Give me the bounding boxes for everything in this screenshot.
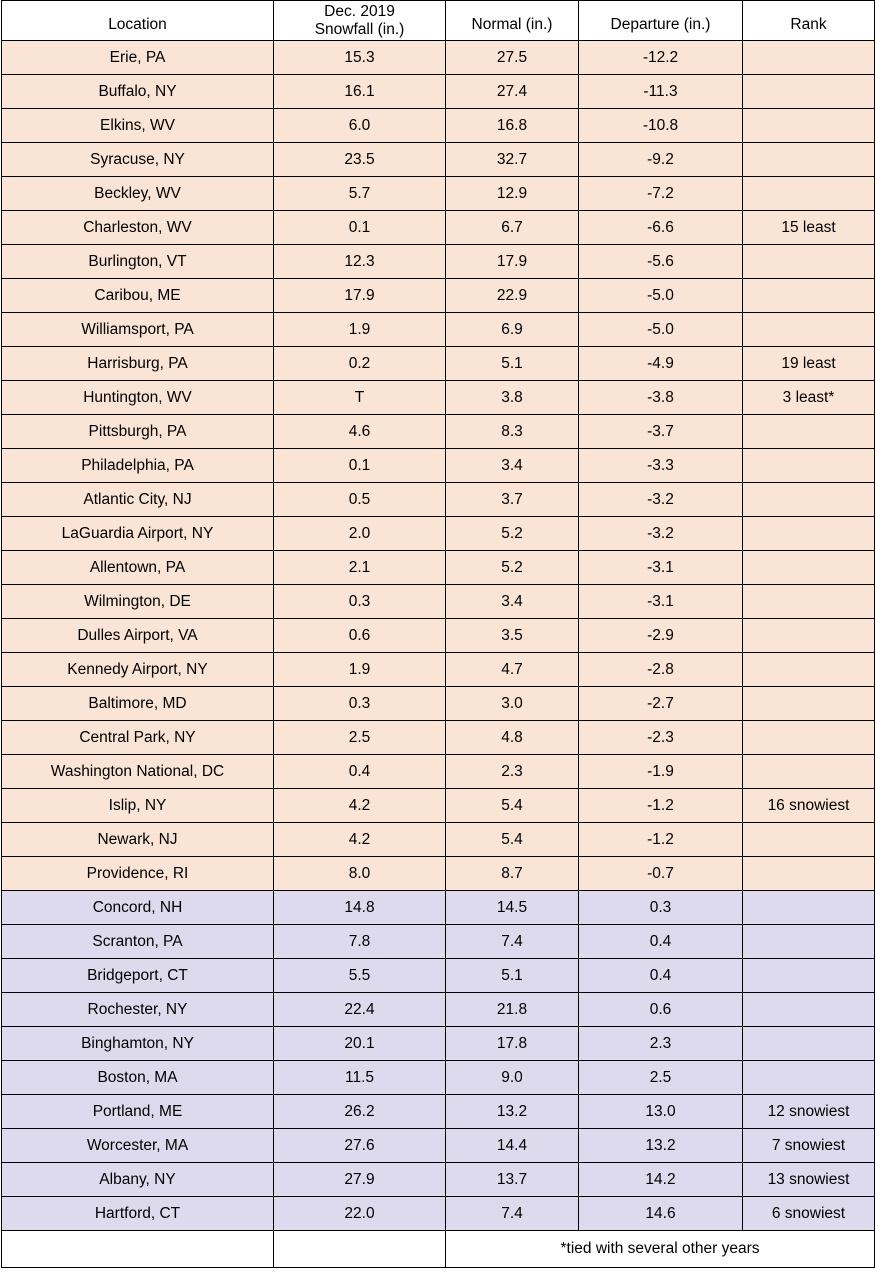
cell-location: Bridgeport, CT	[2, 959, 274, 993]
column-header-snowfall-line1: Dec. 2019	[324, 2, 395, 20]
cell-rank: 19 least	[743, 347, 875, 381]
cell-location: Wilmington, DE	[2, 585, 274, 619]
cell-location: Rochester, NY	[2, 993, 274, 1027]
cell-departure: -5.6	[579, 245, 743, 279]
table-row	[2, 1163, 875, 1197]
cell-location: Syracuse, NY	[2, 143, 274, 177]
cell-snowfall: 0.1	[274, 211, 446, 245]
cell-snowfall: 1.9	[274, 653, 446, 687]
table-row	[2, 279, 875, 313]
cell-rank	[743, 721, 875, 755]
cell-location: Allentown, PA	[2, 551, 274, 585]
cell-normal: 6.7	[446, 211, 579, 245]
cell-snowfall: 0.3	[274, 687, 446, 721]
table-row	[2, 143, 875, 177]
cell-normal: 16.8	[446, 109, 579, 143]
cell-normal: 3.4	[446, 449, 579, 483]
column-header-rank	[743, 1, 875, 41]
cell-departure: -4.9	[579, 347, 743, 381]
cell-location: Beckley, WV	[2, 177, 274, 211]
cell-rank	[743, 585, 875, 619]
cell-snowfall: 16.1	[274, 75, 446, 109]
cell-normal: 5.1	[446, 347, 579, 381]
cell-location: Philadelphia, PA	[2, 449, 274, 483]
cell-normal: 13.2	[446, 1095, 579, 1129]
cell-normal: 8.7	[446, 857, 579, 891]
cell-location: Erie, PA	[2, 41, 274, 75]
cell-location: Albany, NY	[2, 1163, 274, 1197]
table-row	[2, 653, 875, 687]
table-row	[2, 415, 875, 449]
cell-departure: -3.1	[579, 585, 743, 619]
cell-rank	[743, 75, 875, 109]
column-header-normal-label: Normal (in.)	[471, 16, 553, 34]
table-row	[2, 347, 875, 381]
cell-departure: -10.8	[579, 109, 743, 143]
cell-departure: -9.2	[579, 143, 743, 177]
cell-snowfall: 5.7	[274, 177, 446, 211]
cell-location: Huntington, WV	[2, 381, 274, 415]
table-row	[2, 109, 875, 143]
cell-normal: 17.9	[446, 245, 579, 279]
cell-location: Scranton, PA	[2, 925, 274, 959]
cell-rank	[743, 41, 875, 75]
table-row	[2, 551, 875, 585]
cell-rank	[743, 823, 875, 857]
cell-snowfall: T	[274, 381, 446, 415]
cell-departure: -1.9	[579, 755, 743, 789]
table-row	[2, 1061, 875, 1095]
cell-departure: -7.2	[579, 177, 743, 211]
cell-normal: 27.4	[446, 75, 579, 109]
cell-normal: 12.9	[446, 177, 579, 211]
cell-normal: 5.2	[446, 517, 579, 551]
cell-location: LaGuardia Airport, NY	[2, 517, 274, 551]
cell-snowfall: 17.9	[274, 279, 446, 313]
cell-location: Boston, MA	[2, 1061, 274, 1095]
cell-location: Hartford, CT	[2, 1197, 274, 1231]
snowfall-table	[1, 0, 875, 1268]
cell-snowfall: 4.2	[274, 823, 446, 857]
cell-location: Concord, NH	[2, 891, 274, 925]
cell-snowfall: 2.5	[274, 721, 446, 755]
cell-departure: -6.6	[579, 211, 743, 245]
cell-rank	[743, 1027, 875, 1061]
cell-location: Newark, NJ	[2, 823, 274, 857]
cell-rank	[743, 925, 875, 959]
cell-normal: 7.4	[446, 925, 579, 959]
cell-rank	[743, 109, 875, 143]
cell-departure: 0.3	[579, 891, 743, 925]
column-header-departure-label: Departure (in.)	[610, 16, 711, 34]
cell-location: Atlantic City, NJ	[2, 483, 274, 517]
table-row	[2, 1197, 875, 1231]
table-row	[2, 619, 875, 653]
table-row	[2, 891, 875, 925]
cell-rank: 6 snowiest	[743, 1197, 875, 1231]
cell-snowfall: 15.3	[274, 41, 446, 75]
cell-departure: -11.3	[579, 75, 743, 109]
table-footnote: *tied with several other years	[446, 1231, 875, 1268]
cell-departure: -5.0	[579, 279, 743, 313]
cell-snowfall: 8.0	[274, 857, 446, 891]
cell-snowfall: 0.5	[274, 483, 446, 517]
cell-normal: 8.3	[446, 415, 579, 449]
cell-location: Buffalo, NY	[2, 75, 274, 109]
column-header-location-label: Location	[108, 16, 167, 34]
cell-rank	[743, 449, 875, 483]
cell-rank: 3 least*	[743, 381, 875, 415]
cell-rank	[743, 313, 875, 347]
cell-normal: 5.1	[446, 959, 579, 993]
cell-rank	[743, 619, 875, 653]
cell-snowfall: 2.0	[274, 517, 446, 551]
cell-rank	[743, 687, 875, 721]
cell-snowfall: 5.5	[274, 959, 446, 993]
cell-rank	[743, 891, 875, 925]
cell-normal: 32.7	[446, 143, 579, 177]
cell-normal: 21.8	[446, 993, 579, 1027]
cell-location: Williamsport, PA	[2, 313, 274, 347]
cell-departure: 14.2	[579, 1163, 743, 1197]
cell-departure: 0.4	[579, 959, 743, 993]
cell-rank	[743, 279, 875, 313]
table-row	[2, 245, 875, 279]
cell-normal: 2.3	[446, 755, 579, 789]
cell-rank	[743, 959, 875, 993]
cell-snowfall: 0.3	[274, 585, 446, 619]
table-row	[2, 517, 875, 551]
cell-location: Worcester, MA	[2, 1129, 274, 1163]
cell-normal: 27.5	[446, 41, 579, 75]
cell-location: Harrisburg, PA	[2, 347, 274, 381]
cell-normal: 4.8	[446, 721, 579, 755]
cell-rank: 15 least	[743, 211, 875, 245]
cell-normal: 17.8	[446, 1027, 579, 1061]
table-row	[2, 41, 875, 75]
cell-departure: 0.6	[579, 993, 743, 1027]
table-row	[2, 1129, 875, 1163]
cell-snowfall: 12.3	[274, 245, 446, 279]
table-row	[2, 1095, 875, 1129]
cell-snowfall: 22.0	[274, 1197, 446, 1231]
table-row	[2, 687, 875, 721]
cell-location: Caribou, ME	[2, 279, 274, 313]
footer-blank-snowfall	[274, 1231, 446, 1268]
cell-snowfall: 4.2	[274, 789, 446, 823]
footer-row	[2, 1231, 875, 1268]
cell-location: Binghamton, NY	[2, 1027, 274, 1061]
table-row	[2, 211, 875, 245]
table-row	[2, 925, 875, 959]
footer-blank-location	[2, 1231, 274, 1268]
cell-normal: 3.7	[446, 483, 579, 517]
cell-location: Pittsburgh, PA	[2, 415, 274, 449]
cell-departure: -2.3	[579, 721, 743, 755]
cell-departure: -3.3	[579, 449, 743, 483]
cell-departure: 14.6	[579, 1197, 743, 1231]
column-header-snowfall-line2: Snowfall (in.)	[314, 20, 405, 38]
cell-rank	[743, 143, 875, 177]
table-row	[2, 857, 875, 891]
cell-location: Elkins, WV	[2, 109, 274, 143]
table-row	[2, 381, 875, 415]
cell-departure: 2.5	[579, 1061, 743, 1095]
cell-departure: -3.2	[579, 483, 743, 517]
cell-normal: 3.5	[446, 619, 579, 653]
cell-normal: 13.7	[446, 1163, 579, 1197]
cell-rank: 7 snowiest	[743, 1129, 875, 1163]
table-row	[2, 755, 875, 789]
table-row	[2, 823, 875, 857]
cell-snowfall: 23.5	[274, 143, 446, 177]
cell-rank	[743, 517, 875, 551]
cell-location: Central Park, NY	[2, 721, 274, 755]
table-row	[2, 1027, 875, 1061]
cell-departure: 0.4	[579, 925, 743, 959]
cell-snowfall: 0.1	[274, 449, 446, 483]
cell-rank	[743, 653, 875, 687]
cell-departure: 2.3	[579, 1027, 743, 1061]
cell-normal: 22.9	[446, 279, 579, 313]
cell-snowfall: 0.2	[274, 347, 446, 381]
table-row	[2, 483, 875, 517]
table-footer	[2, 1231, 875, 1268]
table-body	[2, 41, 875, 1231]
cell-departure: -2.9	[579, 619, 743, 653]
column-header-departure	[579, 1, 743, 41]
cell-location: Dulles Airport, VA	[2, 619, 274, 653]
cell-rank	[743, 245, 875, 279]
cell-location: Charleston, WV	[2, 211, 274, 245]
cell-normal: 9.0	[446, 1061, 579, 1095]
table-row	[2, 177, 875, 211]
cell-departure: -2.8	[579, 653, 743, 687]
cell-normal: 3.8	[446, 381, 579, 415]
table-row	[2, 959, 875, 993]
cell-snowfall: 7.8	[274, 925, 446, 959]
cell-snowfall: 26.2	[274, 1095, 446, 1129]
cell-snowfall: 14.8	[274, 891, 446, 925]
cell-rank	[743, 1061, 875, 1095]
cell-location: Providence, RI	[2, 857, 274, 891]
cell-snowfall: 2.1	[274, 551, 446, 585]
cell-rank	[743, 177, 875, 211]
cell-rank	[743, 993, 875, 1027]
cell-departure: 13.0	[579, 1095, 743, 1129]
table-row	[2, 75, 875, 109]
cell-departure: -12.2	[579, 41, 743, 75]
cell-location: Islip, NY	[2, 789, 274, 823]
cell-rank	[743, 857, 875, 891]
cell-normal: 3.0	[446, 687, 579, 721]
table-row	[2, 721, 875, 755]
cell-departure: -0.7	[579, 857, 743, 891]
cell-departure: 13.2	[579, 1129, 743, 1163]
cell-normal: 5.2	[446, 551, 579, 585]
table-row	[2, 789, 875, 823]
table-row	[2, 585, 875, 619]
table-row	[2, 993, 875, 1027]
cell-rank	[743, 551, 875, 585]
column-header-rank-label: Rank	[790, 16, 827, 34]
cell-snowfall: 11.5	[274, 1061, 446, 1095]
cell-snowfall: 20.1	[274, 1027, 446, 1061]
cell-departure: -3.7	[579, 415, 743, 449]
cell-departure: -5.0	[579, 313, 743, 347]
column-header-normal	[446, 1, 579, 41]
cell-normal: 6.9	[446, 313, 579, 347]
cell-normal: 5.4	[446, 823, 579, 857]
cell-location: Kennedy Airport, NY	[2, 653, 274, 687]
cell-normal: 14.5	[446, 891, 579, 925]
cell-snowfall: 0.6	[274, 619, 446, 653]
cell-rank: 16 snowiest	[743, 789, 875, 823]
cell-rank: 12 snowiest	[743, 1095, 875, 1129]
cell-normal: 5.4	[446, 789, 579, 823]
cell-location: Burlington, VT	[2, 245, 274, 279]
cell-snowfall: 27.6	[274, 1129, 446, 1163]
cell-normal: 14.4	[446, 1129, 579, 1163]
cell-departure: -2.7	[579, 687, 743, 721]
cell-departure: -3.8	[579, 381, 743, 415]
cell-normal: 4.7	[446, 653, 579, 687]
cell-location: Baltimore, MD	[2, 687, 274, 721]
cell-departure: -3.1	[579, 551, 743, 585]
column-header-snowfall	[274, 1, 446, 41]
cell-snowfall: 22.4	[274, 993, 446, 1027]
cell-normal: 3.4	[446, 585, 579, 619]
cell-departure: -3.2	[579, 517, 743, 551]
cell-snowfall: 0.4	[274, 755, 446, 789]
table-header	[2, 1, 875, 41]
cell-rank	[743, 755, 875, 789]
cell-snowfall: 6.0	[274, 109, 446, 143]
cell-snowfall: 27.9	[274, 1163, 446, 1197]
table-row	[2, 449, 875, 483]
cell-snowfall: 1.9	[274, 313, 446, 347]
cell-rank: 13 snowiest	[743, 1163, 875, 1197]
cell-rank	[743, 415, 875, 449]
cell-location: Washington National, DC	[2, 755, 274, 789]
column-header-location	[2, 1, 274, 41]
header-row	[2, 1, 875, 41]
table-row	[2, 313, 875, 347]
cell-rank	[743, 483, 875, 517]
cell-location: Portland, ME	[2, 1095, 274, 1129]
cell-snowfall: 4.6	[274, 415, 446, 449]
cell-departure: -1.2	[579, 789, 743, 823]
cell-normal: 7.4	[446, 1197, 579, 1231]
cell-departure: -1.2	[579, 823, 743, 857]
